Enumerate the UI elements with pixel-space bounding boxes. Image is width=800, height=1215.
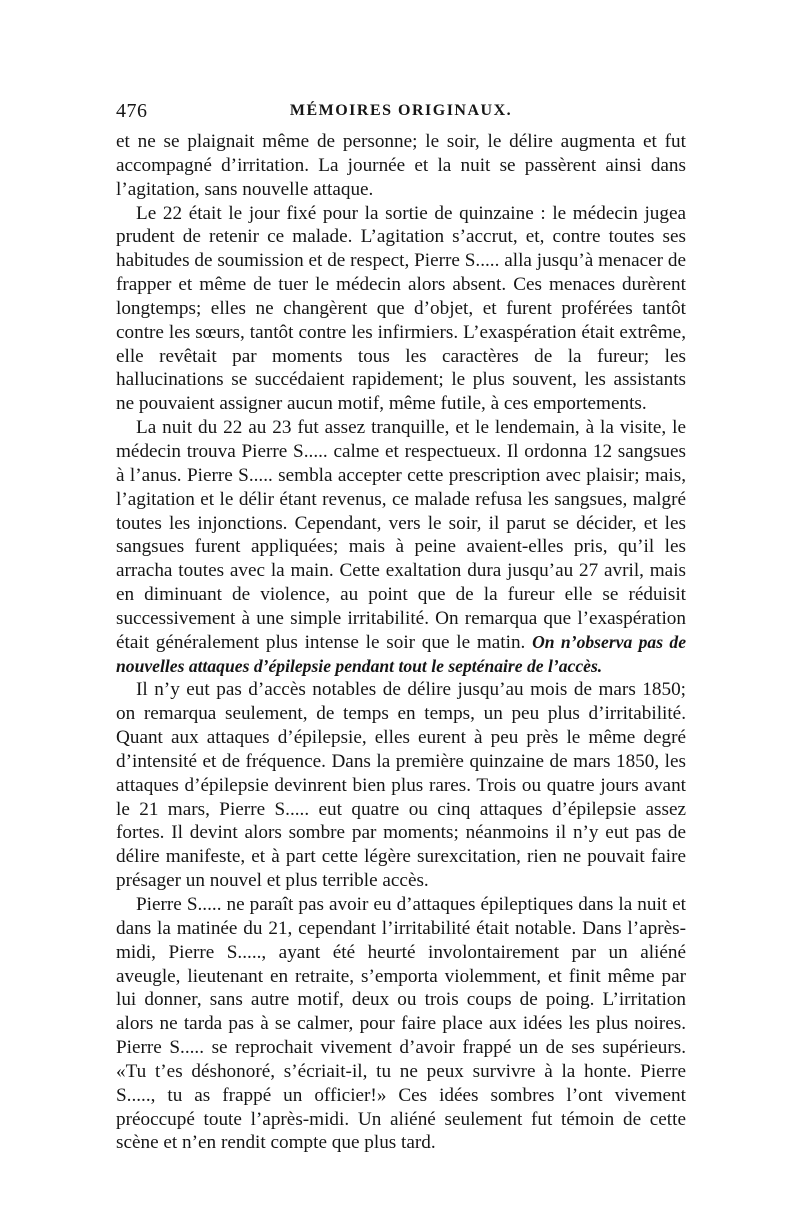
paragraph-4: Il n’y eut pas d’accès notables de délire jusqu’au mois de mars 1850; on remarqua seulement, de temps en temps, un peu plus d’irritabilité. Quant aux attaques d’épilepsie, elles eurent à peu près le même degré d’intensité et de fréquence. Dans la première quinzaine de mars 1850, les attaques d’épilepsie devinrent bien plus rares. Trois ou quatre jours avant le 21 mars, Pierre S..... eut quatre ou cinq attaques d’épilepsie assez fortes. Il devint alors sombre par moments; néanmoins il n’y eut pas de délire manifeste, et à part cette légère surexcitation, rien ne pouvait faire présager un nouvel et plus terrible accès. xyxy=(116,679,686,892)
body-text xyxy=(116,130,686,1155)
paragraph-3 xyxy=(116,416,686,678)
paragraph-3-text: La nuit du 22 au 23 fut assez tranquille, et le lendemain, à la visite, le médecin trouva Pierre S..... calme et respectueux. Il ordonna 12 sangsues à l’anus. Pierre S..... sembla accepter cette prescription avec plaisir; mais, l’agitation et le délir étant revenus, ce malade refusa les sangsues, malgré toutes les injonctions. Cependant, vers le soir, il parut se décider, et les sangsues furent appliquées; mais à peine avaient-elles pris, qu’il les arracha toutes avec la main. Cette exaltation dura jusqu’au 27 avril, mais en diminuant de violence, au point que de la fureur elle se réduisit successivement à une simple irritabilité. On remarqua que l’exaspération était généralement plus intense le soir que le matin. xyxy=(116,417,686,653)
paragraph-5: Pierre S..... ne paraît pas avoir eu d’attaques épileptiques dans la nuit et dans la matinée du 21, cependant l’irritabilité était notable. Dans l’après-midi, Pierre S....., ayant été heurté involontairement par un aliéné aveugle, lieutenant en retraite, s’emporta violemment, et finit même par lui donner, sans autre motif, deux ou trois coups de poing. L’irritation alors ne tarda pas à se calmer, pour faire place aux idées les plus noires. Pierre S..... se reprochait vivement d’avoir frappé un de ses supérieurs. «Tu t’es déshonoré, s’écriait-il, tu ne peux survivre à la honte. Pierre S....., tu as frappé un officier!» Ces idées sombres l’ont vivement préoccupé toute l’après-midi. Un aliéné seulement fut témoin de cette scène et n’en rendit compte que plus tard. xyxy=(116,894,686,1154)
paragraph-3-italic-note: On n’observa pas de nouvelles attaques d’épilepsie pendant tout le septénaire de l’accès. xyxy=(116,631,687,676)
paragraph-1: et ne se plaignait même de personne; le soir, le délire augmenta et fut accompagné d’irritation. La journée et la nuit se passèrent ainsi dans l’agitation, sans nouvelle attaque. xyxy=(116,131,686,200)
page-header xyxy=(116,100,686,126)
running-title: MÉMOIRES ORIGINAUX. xyxy=(289,102,513,119)
page-number: 476 xyxy=(116,100,148,122)
paragraph-2: Le 22 était le jour fixé pour la sortie de quinzaine : le médecin jugea prudent de retenir ce malade. L’agitation s’accrut, et, contre toutes ses habitudes de soumission et de respect, Pierre S..... alla jusqu’à menacer de frapper et même de tuer le médecin alors absent. Ces menaces durèrent longtemps; elles ne changèrent que d’objet, et furent proférées tantôt contre les sœurs, tantôt contre les infirmiers. L’exaspération était extrême, elle revêtait par moments tous les caractères de la fureur; les hallucinations se succédaient rapidement; le plus souvent, les assistants ne pouvaient assigner aucun motif, même futile, à ces emportements. xyxy=(116,202,686,415)
